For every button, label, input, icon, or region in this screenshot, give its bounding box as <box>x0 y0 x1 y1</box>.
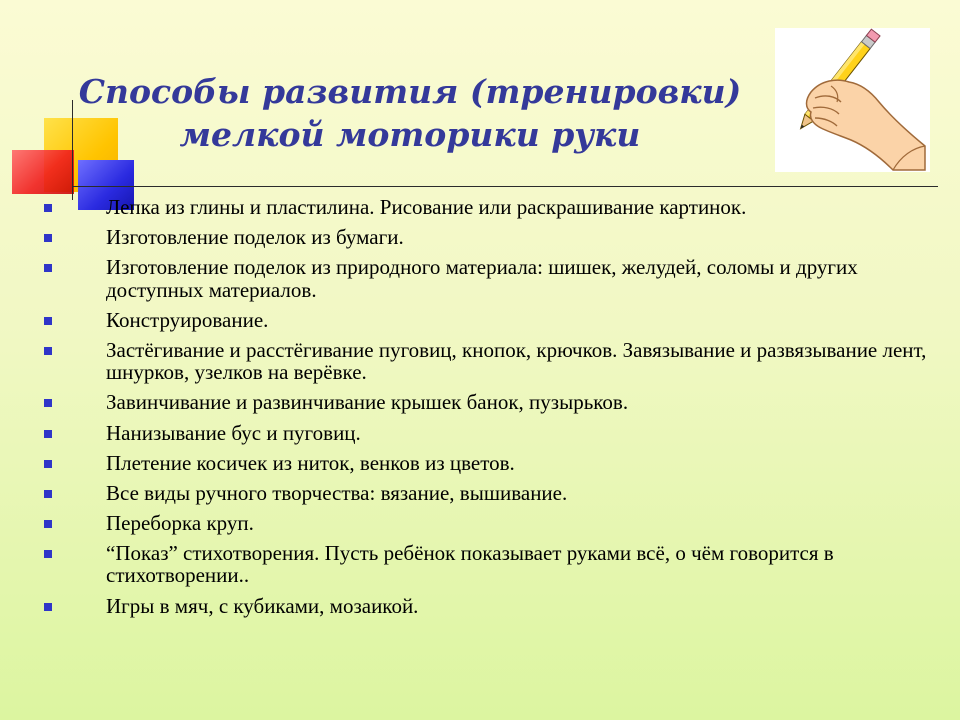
bullet-icon <box>44 460 52 468</box>
list-item-text: Переборка круп. <box>106 510 254 535</box>
list-item-text: Конструирование. <box>106 307 269 332</box>
list-item-text: Застёгивание и расстёгивание пуговиц, кнопок, крючков. Завязывание и развязывание лент, шнурков, узелков на верёвке. <box>106 337 927 385</box>
list-item <box>44 452 944 475</box>
list-item <box>44 196 944 219</box>
list-item-text: “Показ” стихотворения. Пусть ребёнок показывает руками всё, о чём говорится в стихотворении.. <box>106 540 834 588</box>
bullet-icon <box>44 490 52 498</box>
list-item-text: Изготовление поделок из природного материала: шишек, желудей, соломы и других доступных материалов. <box>106 255 858 302</box>
list-item <box>44 542 944 587</box>
list-item-text: Изготовление поделок из бумаги. <box>106 225 404 250</box>
list-item <box>44 391 944 414</box>
list-item <box>44 309 944 332</box>
bullet-icon <box>44 603 52 611</box>
bullet-icon <box>44 399 52 407</box>
list-item <box>44 226 944 249</box>
list-item-text: Плетение косичек из ниток, венков из цветов. <box>106 450 515 475</box>
bullet-icon <box>44 317 52 325</box>
list-item <box>44 256 944 301</box>
list-item-text: Лепка из глины и пластилина. Рисование или раскрашивание картинок. <box>106 195 747 219</box>
bullet-icon <box>44 550 52 558</box>
bullet-icon <box>44 520 52 528</box>
slide-title: Способы развития (тренировки) мелкой моторики руки <box>78 72 742 154</box>
bullet-icon <box>44 347 52 355</box>
list-item <box>44 512 944 535</box>
title-divider-line <box>72 186 938 187</box>
list-item-text: Завинчивание и развинчивание крышек банок, пузырьков. <box>106 390 629 415</box>
list-item <box>44 595 944 618</box>
list-item <box>44 482 944 505</box>
bullet-icon <box>44 264 52 272</box>
list-item <box>44 339 944 384</box>
list-item <box>44 422 944 445</box>
list-item-text: Все виды ручного творчества: вязание, вышивание. <box>106 480 568 505</box>
bullet-icon <box>44 204 52 212</box>
bullet-icon <box>44 430 52 438</box>
activity-list <box>44 196 944 625</box>
decor-square-red <box>12 150 74 194</box>
hand-writing-with-pencil-icon <box>775 28 930 172</box>
bullet-icon <box>44 234 52 242</box>
list-item-text: Нанизывание бус и пуговиц. <box>106 420 361 445</box>
list-item-text: Игры в мяч, с кубиками, мозаикой. <box>106 593 419 618</box>
